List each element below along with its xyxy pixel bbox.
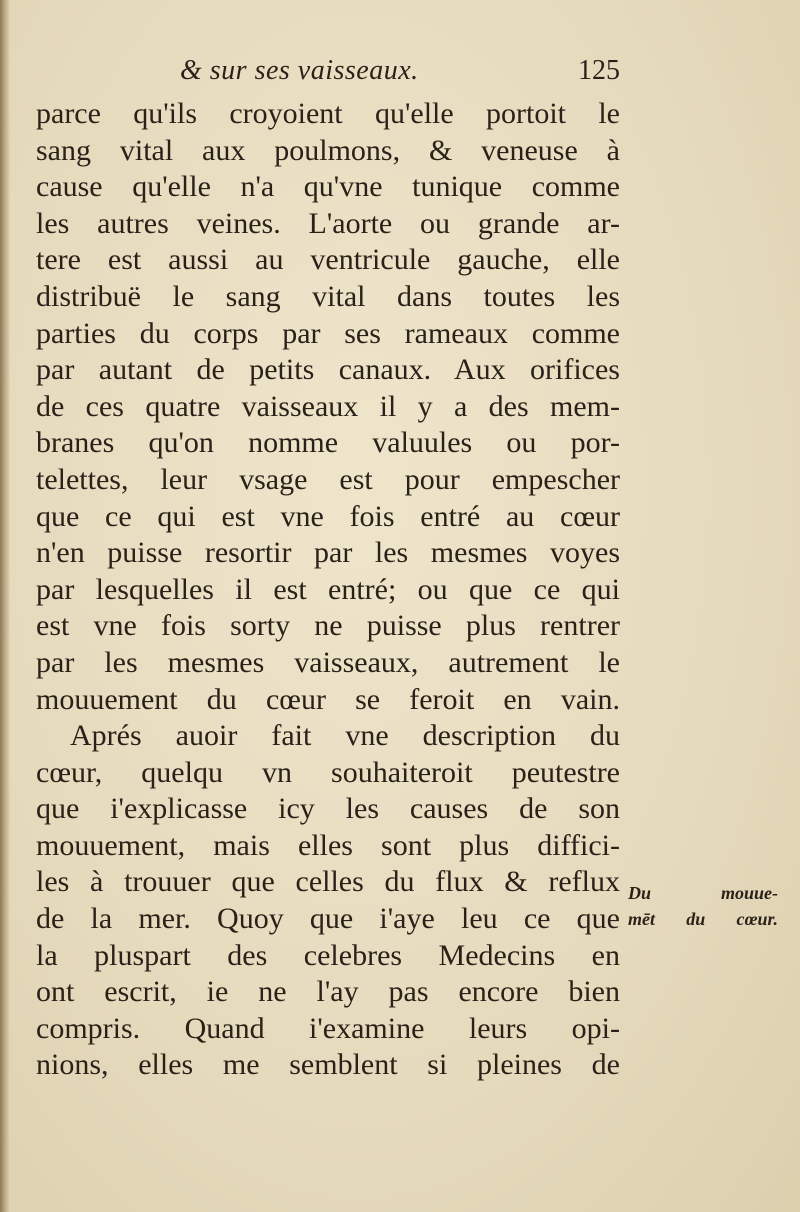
- text-line: cœur, quelqu vn souhaiteroit peutestre: [36, 755, 620, 789]
- page-gutter: [0, 0, 10, 1212]
- text-line: que ce qui est vne fois entré au cœur: [36, 499, 620, 533]
- text-line: distribuë le sang vital dans toutes les: [36, 279, 620, 313]
- text-line: par les mesmes vaisseaux, autrement le: [36, 645, 620, 679]
- text-line: est vne fois sorty ne puisse plus rentrer: [36, 609, 620, 643]
- text-line: que i'explicasse icy les causes de son: [36, 792, 620, 826]
- text-line: Aprés auoir fait vne description du: [70, 719, 620, 753]
- text-line: ont escrit, ie ne l'ay pas encore bien: [36, 975, 620, 1009]
- text-line: nions, elles me semblent si pleines de: [36, 1048, 620, 1082]
- text-line: par lesquelles il est entré; ou que ce qui: [36, 572, 620, 606]
- text-line: compris. Quand i'examine leurs opi-: [36, 1011, 620, 1045]
- text-line: sang vital aux poulmons, & veneuse à: [36, 133, 620, 167]
- margin-note-line: Du mouue-: [628, 883, 778, 903]
- text-line: tere est aussi au ventricule gauche, elle: [36, 243, 620, 277]
- text-line: la pluspart des celebres Medecins en: [36, 938, 620, 972]
- text-line: branes qu'on nomme valuules ou por-: [36, 426, 620, 460]
- page-number: 125: [578, 55, 620, 86]
- text-line: telettes, leur vsage est pour empescher: [36, 462, 620, 496]
- margin-note: [628, 880, 778, 932]
- body-text: [36, 96, 620, 1084]
- margin-note-line: mēt du cœur.: [628, 909, 778, 929]
- text-line: parce qu'ils croyoient qu'elle portoit le: [36, 97, 620, 130]
- text-line: cause qu'elle n'a qu'vne tunique comme: [36, 170, 620, 204]
- running-head: & sur ses vaisseaux.: [180, 55, 419, 86]
- text-line: parties du corps par ses rameaux comme: [36, 316, 620, 350]
- text-line: de ces quatre vaisseaux il y a des mem-: [36, 389, 620, 423]
- text-line: par autant de petits canaux. Aux orifices: [36, 353, 620, 387]
- text-line: de la mer. Quoy que i'aye leu ce que: [36, 902, 620, 936]
- text-line: mouuement, mais elles sont plus diffici-: [36, 828, 620, 862]
- text-line: les à trouuer que celles du flux & reflux: [36, 865, 620, 899]
- page-header: [180, 55, 620, 95]
- text-line: mouuement du cœur se feroit en vain.: [36, 682, 620, 716]
- text-line: les autres veines. L'aorte ou grande ar-: [36, 206, 620, 240]
- text-line: n'en puisse resortir par les mesmes voyes: [36, 536, 620, 570]
